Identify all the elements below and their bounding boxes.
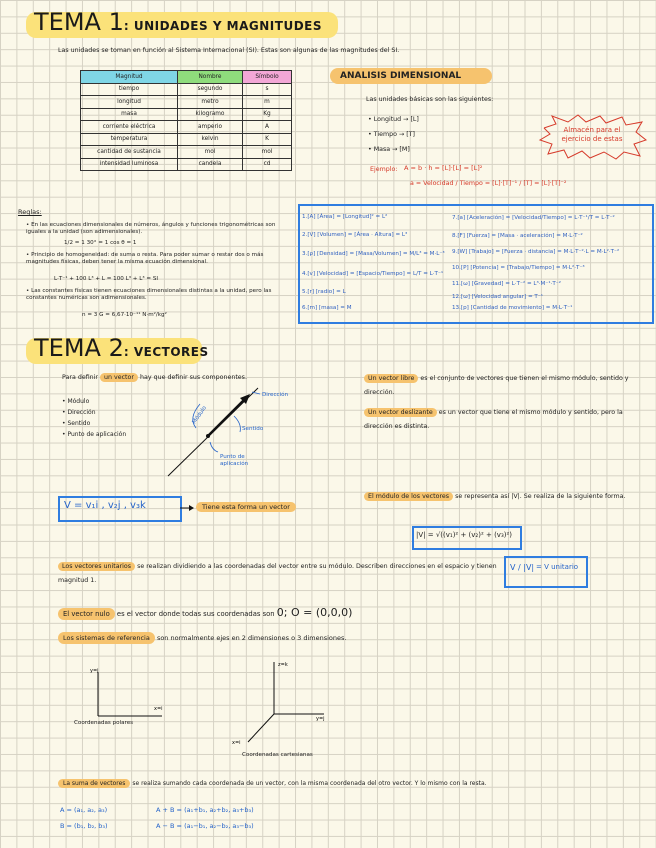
table-cell: mol xyxy=(178,146,243,159)
list-item: 8.[F] [Fuerza] = [Masa · aceleración] = M·L·T⁻² xyxy=(452,233,583,239)
example-acceleration: a = Velocidad / Tiempo = [L]·[T]⁻¹ / [T] = [L]·[T]⁻² xyxy=(410,180,567,187)
regla-text: En las ecuaciones dimensionales de números, ángulos y funciones trigonométricas son iguales a la unidad (son adimensionales). xyxy=(26,222,276,235)
si-table xyxy=(80,70,292,171)
table-cell: m xyxy=(243,96,292,109)
dimensional-right-column xyxy=(452,208,619,314)
table-row xyxy=(81,108,292,121)
si-header-nombre: Nombre xyxy=(178,71,243,84)
list-item: • Masa → [M] xyxy=(368,146,410,153)
table-cell: kilogramo xyxy=(178,108,243,121)
libre-highlight: Un vector libre xyxy=(364,374,418,383)
nulo-formula: 0; O = (0,0,0) xyxy=(276,606,353,619)
regla-text: Las constantes físicas tienen ecuaciones dimensionales distintas a la unidad, pero las constantes numéricas son adimensionales. xyxy=(26,288,272,301)
suma-highlight: La suma de vectores xyxy=(58,779,130,788)
regla-example-2: L·T⁻¹ + 100 L³ + L = 100 L³ + L³ = SI xyxy=(54,276,159,282)
intro-text: hay que definir sus componentes. xyxy=(140,374,247,381)
list-item: 1.[A] [Área] = [Longitud]² = L² xyxy=(302,214,388,220)
svg-text:x=i: x=i xyxy=(232,740,241,746)
nulo-text: es el vector donde todas sus coordenadas son xyxy=(116,610,275,618)
list-item: • Tiempo → [T] xyxy=(368,131,416,138)
analisis-title: ANALISIS DIMENSIONAL xyxy=(340,71,462,81)
basic-unit: Longitud → [L] xyxy=(373,116,419,123)
svg-text:y=j: y=j xyxy=(316,716,325,722)
table-cell: masa xyxy=(81,108,178,121)
list-item: 12.[ω] [Velocidad angular] = T⁻¹ xyxy=(452,294,544,300)
label-direccion: Dirección xyxy=(262,392,289,398)
tema1-title-text: : UNIDADES Y MAGNITUDES xyxy=(123,19,322,33)
list-item: 13.[p] [Cantidad de movimiento] = M·L·T⁻¹ xyxy=(452,305,573,311)
table-row xyxy=(81,121,292,134)
list-item: 3.[ρ] [Densidad] = [Masa/Volumen] = M/L³ = M·L⁻³ xyxy=(302,251,445,257)
table-cell: cd xyxy=(243,158,292,171)
basic-unit: Tiempo → [T] xyxy=(373,131,416,138)
nulo-highlight: El vector nulo xyxy=(58,608,115,620)
list-item: • Módulo xyxy=(62,398,90,405)
regla-item-1: • En las ecuaciones dimensionales de números, ángulos y funciones trigonométricas son iguales a la unidad (son adimensionales). xyxy=(26,222,276,235)
regla-item-3: • Las constantes físicas tienen ecuaciones dimensionales distintas a la unidad, pero las constantes numéricas son adimensionales. xyxy=(26,288,272,301)
list-item: • Punto de aplicación xyxy=(62,431,127,438)
table-row xyxy=(81,158,292,171)
list-item: • Sentido xyxy=(62,420,91,427)
suma-text: se realiza sumando cada coordenada de un vector, con la misma coordenada del otro vector. Y lo mismo con la resta. xyxy=(132,780,487,787)
polar-caption: Coordenadas polares xyxy=(74,720,134,726)
modulo-def xyxy=(364,490,646,504)
svg-text:z=k: z=k xyxy=(278,662,288,668)
list-item: 5.[r] [radio] = L xyxy=(302,289,346,295)
label-sentido: Sentido xyxy=(242,426,264,432)
example-label: Ejemplo: xyxy=(370,166,398,173)
list-item: • Dirección xyxy=(62,409,96,416)
table-cell: corriente eléctrica xyxy=(81,121,178,134)
modulo-formula: |V| = √((v₁)² + (v₂)² + (v₃)²) xyxy=(416,531,513,539)
suma-vectores xyxy=(58,778,644,790)
deslizante-text: es un vector que tiene el mismo módulo y sentido, pero la dirección es distinta. xyxy=(364,409,623,430)
libre-text: es el conjunto de vectores que tienen el mismo módulo, sentido y dirección. xyxy=(364,375,629,396)
list-item: • Longitud → [L] xyxy=(368,116,419,123)
component: Punto de aplicación xyxy=(67,431,127,438)
regla-text: Principio de homogeneidad: de suma o resta. Para poder sumar o restar dos o más magnitudes físicas, deben tener la misma ecuación dimensional. xyxy=(26,252,264,265)
table-cell: cantidad de sustancia xyxy=(81,146,178,159)
sistemas-text: son normalmente ejes en 2 dimensiones o 3 dimensiones. xyxy=(156,634,347,642)
table-row xyxy=(81,83,292,96)
tema2-title-number: TEMA 2 xyxy=(34,334,124,362)
cartesian-caption: Coordenadas cartesianas xyxy=(242,752,313,758)
diff-formula: A − B = (a₁−b₁, a₂−b₂, a₃−b₃) xyxy=(156,822,254,830)
tema2-title-text: : VECTORES xyxy=(123,345,209,359)
table-cell: tiempo xyxy=(81,83,178,96)
table-cell: metro xyxy=(178,96,243,109)
list-item: 4.[v] [Velocidad] = [Espacio/Tiempo] = L/T = L·T⁻¹ xyxy=(302,271,444,277)
label-modulo: Módulo xyxy=(191,405,209,426)
si-header-magnitud: Magnitud xyxy=(81,71,178,84)
unitarios-text: se realizan dividiendo a las coordenadas del vector entre su módulo. Describen direcciones en el espacio y tienen magnitud 1. xyxy=(58,563,497,584)
svg-text:x=i: x=i xyxy=(154,706,163,712)
unit-vector-formula-right: = V unitario xyxy=(536,563,579,571)
si-table-header xyxy=(81,71,292,84)
table-cell: longitud xyxy=(81,96,178,109)
tema1-title-number: TEMA 1 xyxy=(34,8,124,36)
basic-units-list xyxy=(368,112,419,157)
example-area: A = b · h = [L]·[L] = [L]² xyxy=(404,164,483,172)
sistemas-highlight: Los sistemas de referencia xyxy=(58,632,155,644)
si-header-simbolo: Símbolo xyxy=(243,71,292,84)
reglas-title: Reglas: xyxy=(18,208,42,216)
list-item: 11.[ω] [Gravedad] = L·T⁻² = L³·M⁻¹·T⁻² xyxy=(452,281,561,287)
modulo-highlight: El módulo de los vectores xyxy=(364,492,453,501)
vector-formula-caption: Tiene esta forma un vector xyxy=(196,502,296,512)
modulo-text: se representa así |V|. Se realiza de la siguiente forma. xyxy=(455,493,626,500)
table-cell: s xyxy=(243,83,292,96)
vector-formula: V = v₁i , v₂j , v₃k xyxy=(64,500,146,511)
regla-example-1: 1/2 = 1 30° = 1 cos θ = 1 xyxy=(64,240,137,246)
vector-b-def: B = (b₁, b₂, b₃) xyxy=(60,822,108,830)
table-row xyxy=(81,146,292,159)
list-item: 9.[W] [Trabajo] = [Fuerza · distancia] = M·L·T⁻²·L = M·L²·T⁻² xyxy=(452,249,620,255)
red-burst-icon xyxy=(538,114,648,160)
sistemas-referencia xyxy=(58,634,346,642)
tema1-title xyxy=(34,8,322,36)
red-note: Almacén para el ejercicio de estas xyxy=(561,126,623,143)
table-cell: Kg xyxy=(243,108,292,121)
vector-libre xyxy=(364,372,646,400)
table-cell: mol xyxy=(243,146,292,159)
list-item: 10.[P] [Potencia] = [Trabajo/Tiempo] = M·L²·T⁻³ xyxy=(452,265,585,271)
vector-a-def: A = (a₁, a₂, a₃) xyxy=(60,806,108,814)
label-punto: Punto de aplicación xyxy=(220,454,249,467)
table-cell: intensidad luminosa xyxy=(81,158,178,171)
deslizante-highlight: Un vector deslizante xyxy=(364,408,437,417)
table-cell: amperio xyxy=(178,121,243,134)
component: Sentido xyxy=(67,420,91,427)
table-cell: A xyxy=(243,121,292,134)
arrow-icon xyxy=(180,504,194,512)
analisis-intro: Las unidades básicas son las siguientes: xyxy=(366,96,494,103)
vector-nulo xyxy=(58,606,352,619)
tema2-title xyxy=(34,334,209,362)
cartesian-axes-diagram xyxy=(226,654,346,750)
component: Dirección xyxy=(67,409,96,416)
vector-intro xyxy=(62,374,247,381)
table-row xyxy=(81,133,292,146)
intro-highlight: un vector xyxy=(100,373,138,382)
dimensional-left-column xyxy=(302,208,445,316)
component: Módulo xyxy=(67,398,90,405)
regla-example-3: n = 3 G = 6,67·10⁻¹¹ N·m²/kg² xyxy=(82,312,167,318)
table-cell: kelvin xyxy=(178,133,243,146)
sum-formula: A + B = (a₁+b₁, a₂+b₂, a₃+b₃) xyxy=(156,806,254,814)
basic-unit: Masa → [M] xyxy=(373,146,410,153)
table-cell: temperatura xyxy=(81,133,178,146)
table-row xyxy=(81,96,292,109)
components-list xyxy=(62,396,126,440)
unit-vector-formula-box xyxy=(504,556,588,588)
unitarios-highlight: Los vectores unitarios xyxy=(58,562,135,571)
unit-vector-formula-left: V / |V| xyxy=(510,563,535,572)
vector-deslizante xyxy=(364,406,646,434)
table-cell: segundo xyxy=(178,83,243,96)
intro-text: Para definir xyxy=(62,374,98,381)
polar-axes-diagram xyxy=(84,660,174,720)
list-item: 6.[m] [masa] = M xyxy=(302,305,352,311)
table-cell: K xyxy=(243,133,292,146)
list-item: 2.[V] [Volumen] = [Área · Altura] = L³ xyxy=(302,232,408,238)
table-cell: candela xyxy=(178,158,243,171)
vectores-unitarios xyxy=(58,560,498,588)
list-item: 7.[a] [Aceleración] = [Velocidad/Tiempo] = L·T⁻¹/T = L·T⁻² xyxy=(452,215,615,221)
tema1-intro: Las unidades se toman en función al Sistema Internacional (SI). Estas son algunas de las magnitudes del SI. xyxy=(58,47,400,54)
svg-text:y=j: y=j xyxy=(90,668,99,674)
regla-item-2: • Principio de homogeneidad: de suma o resta. Para poder sumar o restar dos o más magnitudes físicas, deben tener la misma ecuación dimensional. xyxy=(26,252,264,265)
